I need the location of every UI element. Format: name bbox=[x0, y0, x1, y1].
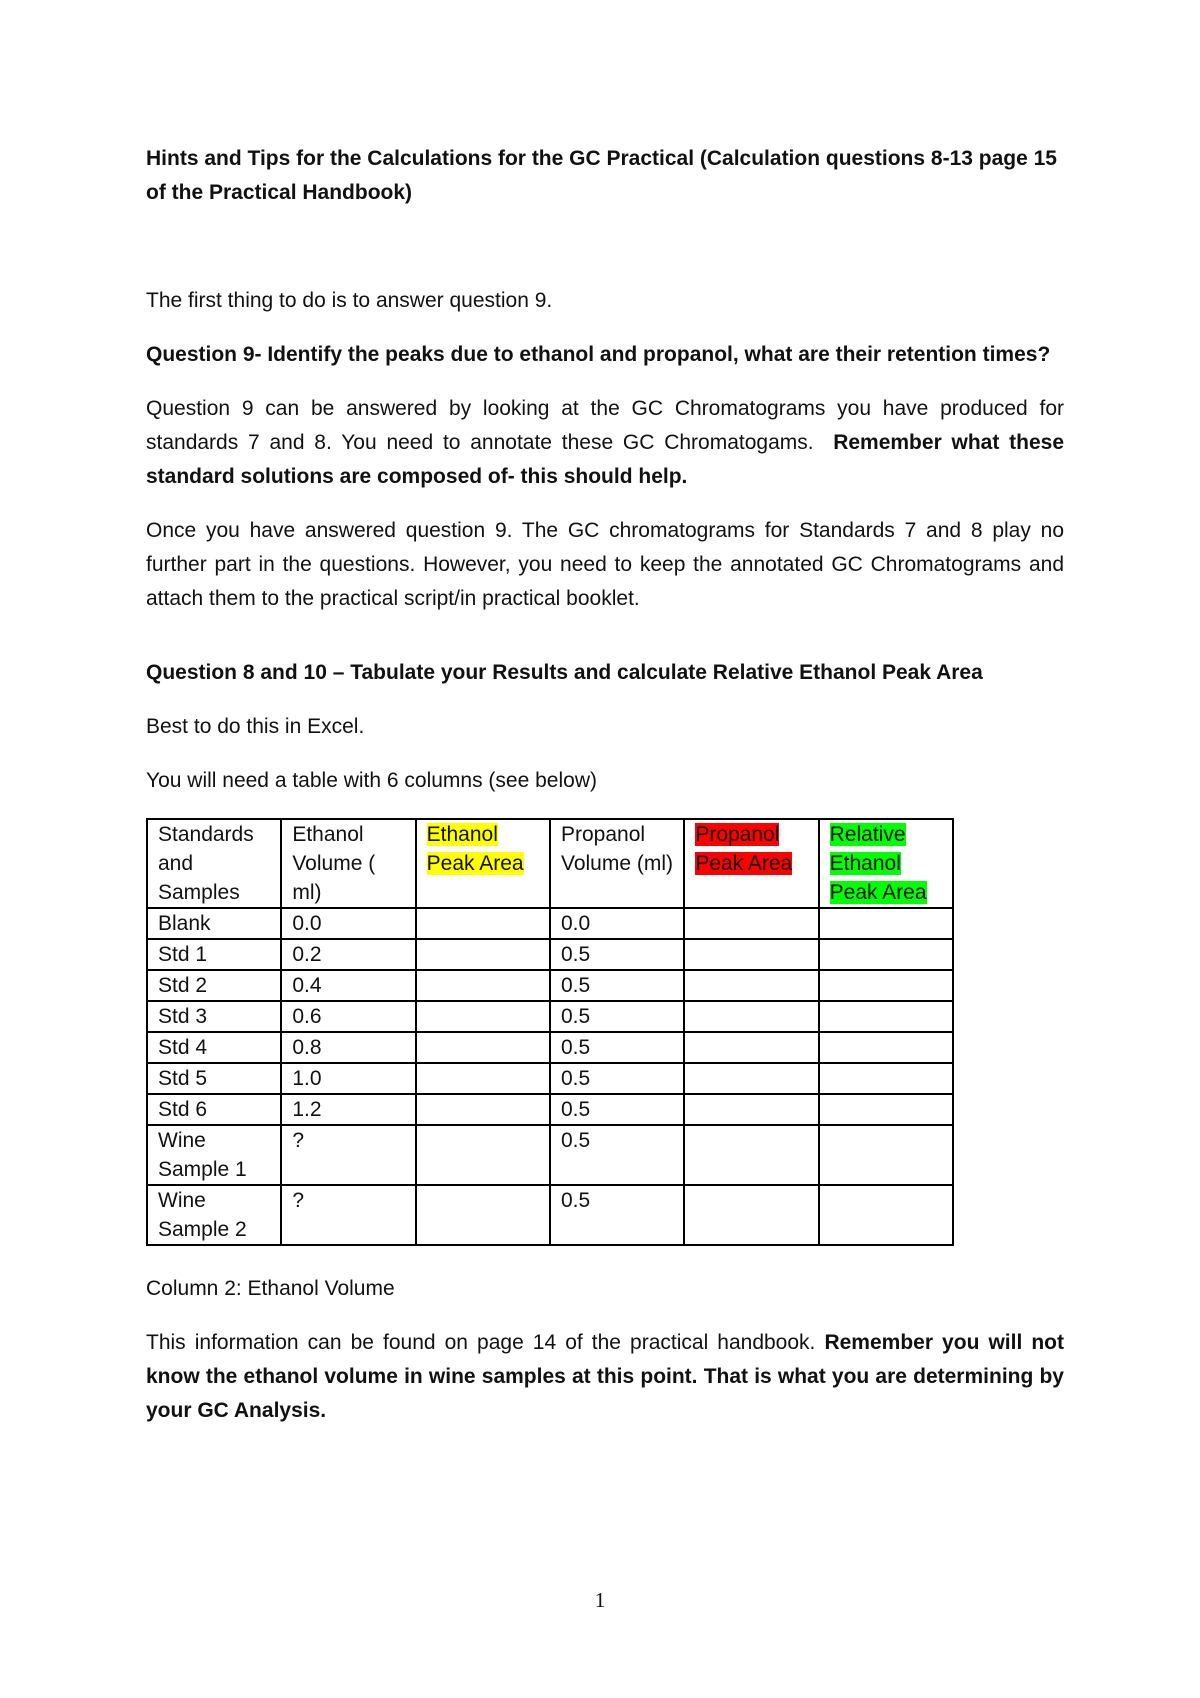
propanol-peak-area-cell bbox=[684, 1063, 818, 1094]
table-header-cell bbox=[416, 819, 550, 908]
results-table-body bbox=[147, 819, 953, 1245]
question8-10-line-1: Best to do this in Excel. bbox=[146, 715, 365, 738]
question9-heading: Question 9- Identify the peaks due to ethanol and propanol, what are their retention times? bbox=[146, 343, 1051, 366]
table-row bbox=[147, 1032, 953, 1063]
relative-ethanol-peak-area-cell bbox=[819, 1185, 953, 1245]
relative-ethanol-peak-area-cell bbox=[819, 1094, 953, 1125]
table-row bbox=[147, 970, 953, 1001]
table-header-label: Relative Ethanol Peak Area bbox=[829, 823, 927, 904]
page-number: 1 bbox=[594, 1588, 606, 1612]
table-header-cell bbox=[550, 819, 684, 908]
table-header-cell bbox=[684, 819, 818, 908]
table-row bbox=[147, 939, 953, 970]
ethanol-peak-area-cell bbox=[416, 1185, 550, 1245]
propanol-volume-cell: 0.5 bbox=[550, 939, 684, 970]
column2-paragraph bbox=[146, 1326, 1064, 1428]
relative-ethanol-peak-area-cell bbox=[819, 970, 953, 1001]
table-row bbox=[147, 1125, 953, 1185]
question9-paragraph-1 bbox=[146, 392, 1064, 494]
propanol-volume-cell: 0.0 bbox=[550, 908, 684, 939]
ethanol-volume-cell: 0.4 bbox=[281, 970, 415, 1001]
propanol-peak-area-cell bbox=[684, 1032, 818, 1063]
table-row bbox=[147, 908, 953, 939]
propanol-volume-cell: 0.5 bbox=[550, 1094, 684, 1125]
ethanol-volume-cell: ? bbox=[281, 1185, 415, 1245]
table-row bbox=[147, 1001, 953, 1032]
ethanol-peak-area-cell bbox=[416, 908, 550, 939]
question9-para1-text: Question 9 can be answered by looking at the GC Chromatograms you have produced for standards 7 and 8. You need to annotate these GC Chromatogams. bbox=[146, 397, 1064, 454]
ethanol-peak-area-cell bbox=[416, 1063, 550, 1094]
table-header-cell bbox=[147, 819, 281, 908]
propanol-peak-area-cell bbox=[684, 970, 818, 1001]
sample-cell: Std 5 bbox=[147, 1063, 281, 1094]
ethanol-volume-cell: 0.8 bbox=[281, 1032, 415, 1063]
question9-paragraph-2: Once you have answered question 9. The GC chromatograms for Standards 7 and 8 play no further part in the questions. However, you need to keep the annotated GC Chromatograms and attach them to the practical script/in practical booklet. bbox=[146, 519, 1064, 610]
relative-ethanol-peak-area-cell bbox=[819, 1032, 953, 1063]
sample-cell: Std 4 bbox=[147, 1032, 281, 1063]
propanol-volume-cell: 0.5 bbox=[550, 1063, 684, 1094]
propanol-peak-area-cell bbox=[684, 1094, 818, 1125]
sample-cell: Wine Sample 1 bbox=[147, 1125, 281, 1185]
ethanol-peak-area-cell bbox=[416, 1032, 550, 1063]
sample-cell: Std 6 bbox=[147, 1094, 281, 1125]
ethanol-peak-area-cell bbox=[416, 1001, 550, 1032]
table-header-cell bbox=[281, 819, 415, 908]
page-content bbox=[146, 142, 1064, 1448]
relative-ethanol-peak-area-cell bbox=[819, 1063, 953, 1094]
table-row bbox=[147, 1094, 953, 1125]
propanol-volume-cell: 0.5 bbox=[550, 1125, 684, 1185]
ethanol-volume-cell: 0.2 bbox=[281, 939, 415, 970]
ethanol-volume-cell: 0.6 bbox=[281, 1001, 415, 1032]
ethanol-peak-area-cell bbox=[416, 1125, 550, 1185]
ethanol-volume-cell: 0.0 bbox=[281, 908, 415, 939]
ethanol-volume-cell: ? bbox=[281, 1125, 415, 1185]
table-row bbox=[147, 1185, 953, 1245]
propanol-peak-area-cell bbox=[684, 1185, 818, 1245]
table-header-label: Ethanol Peak Area bbox=[426, 823, 524, 875]
ethanol-volume-cell: 1.2 bbox=[281, 1094, 415, 1125]
propanol-volume-cell: 0.5 bbox=[550, 970, 684, 1001]
propanol-volume-cell: 0.5 bbox=[550, 1185, 684, 1245]
sample-cell: Wine Sample 2 bbox=[147, 1185, 281, 1245]
relative-ethanol-peak-area-cell bbox=[819, 939, 953, 970]
ethanol-volume-cell: 1.0 bbox=[281, 1063, 415, 1094]
table-header-cell bbox=[819, 819, 953, 908]
table-header-label: Standards and Samples bbox=[158, 823, 254, 904]
table-header-label: Propanol Peak Area bbox=[695, 823, 793, 875]
sample-cell: Std 3 bbox=[147, 1001, 281, 1032]
relative-ethanol-peak-area-cell bbox=[819, 908, 953, 939]
sample-cell: Blank bbox=[147, 908, 281, 939]
propanol-volume-cell: 0.5 bbox=[550, 1032, 684, 1063]
table-header-label: Propanol Volume (ml) bbox=[560, 823, 674, 875]
table-header-row bbox=[147, 819, 953, 908]
table-row bbox=[147, 1063, 953, 1094]
sample-cell: Std 2 bbox=[147, 970, 281, 1001]
results-table bbox=[146, 818, 954, 1246]
ethanol-peak-area-cell bbox=[416, 1094, 550, 1125]
question8-10-heading: Question 8 and 10 – Tabulate your Results and calculate Relative Ethanol Peak Area bbox=[146, 661, 983, 684]
table-header-label: Ethanol Volume ( ml) bbox=[292, 823, 376, 904]
relative-ethanol-peak-area-cell bbox=[819, 1125, 953, 1185]
ethanol-peak-area-cell bbox=[416, 939, 550, 970]
column2-heading: Column 2: Ethanol Volume bbox=[146, 1277, 395, 1300]
propanol-peak-area-cell bbox=[684, 939, 818, 970]
propanol-peak-area-cell bbox=[684, 1001, 818, 1032]
question9-para1-emphasis: Remember what these standard solutions are composed of- this should help. bbox=[146, 431, 1064, 488]
document-title: Hints and Tips for the Calculations for the GC Practical (Calculation questions 8-13 page 15 of the Practical Handbook) bbox=[146, 147, 1057, 204]
relative-ethanol-peak-area-cell bbox=[819, 1001, 953, 1032]
propanol-volume-cell: 0.5 bbox=[550, 1001, 684, 1032]
sample-cell: Std 1 bbox=[147, 939, 281, 970]
column2-para-emphasis: Remember you will not know the ethanol volume in wine samples at this point. That is what you are determining by your GC Analysis. bbox=[146, 1331, 1064, 1422]
ethanol-peak-area-cell bbox=[416, 970, 550, 1001]
column2-para-text: This information can be found on page 14 of the practical handbook. bbox=[146, 1331, 816, 1354]
question8-10-line-2: You will need a table with 6 columns (see below) bbox=[146, 769, 597, 792]
intro-text: The first thing to do is to answer question 9. bbox=[146, 289, 553, 312]
propanol-peak-area-cell bbox=[684, 1125, 818, 1185]
propanol-peak-area-cell bbox=[684, 908, 818, 939]
